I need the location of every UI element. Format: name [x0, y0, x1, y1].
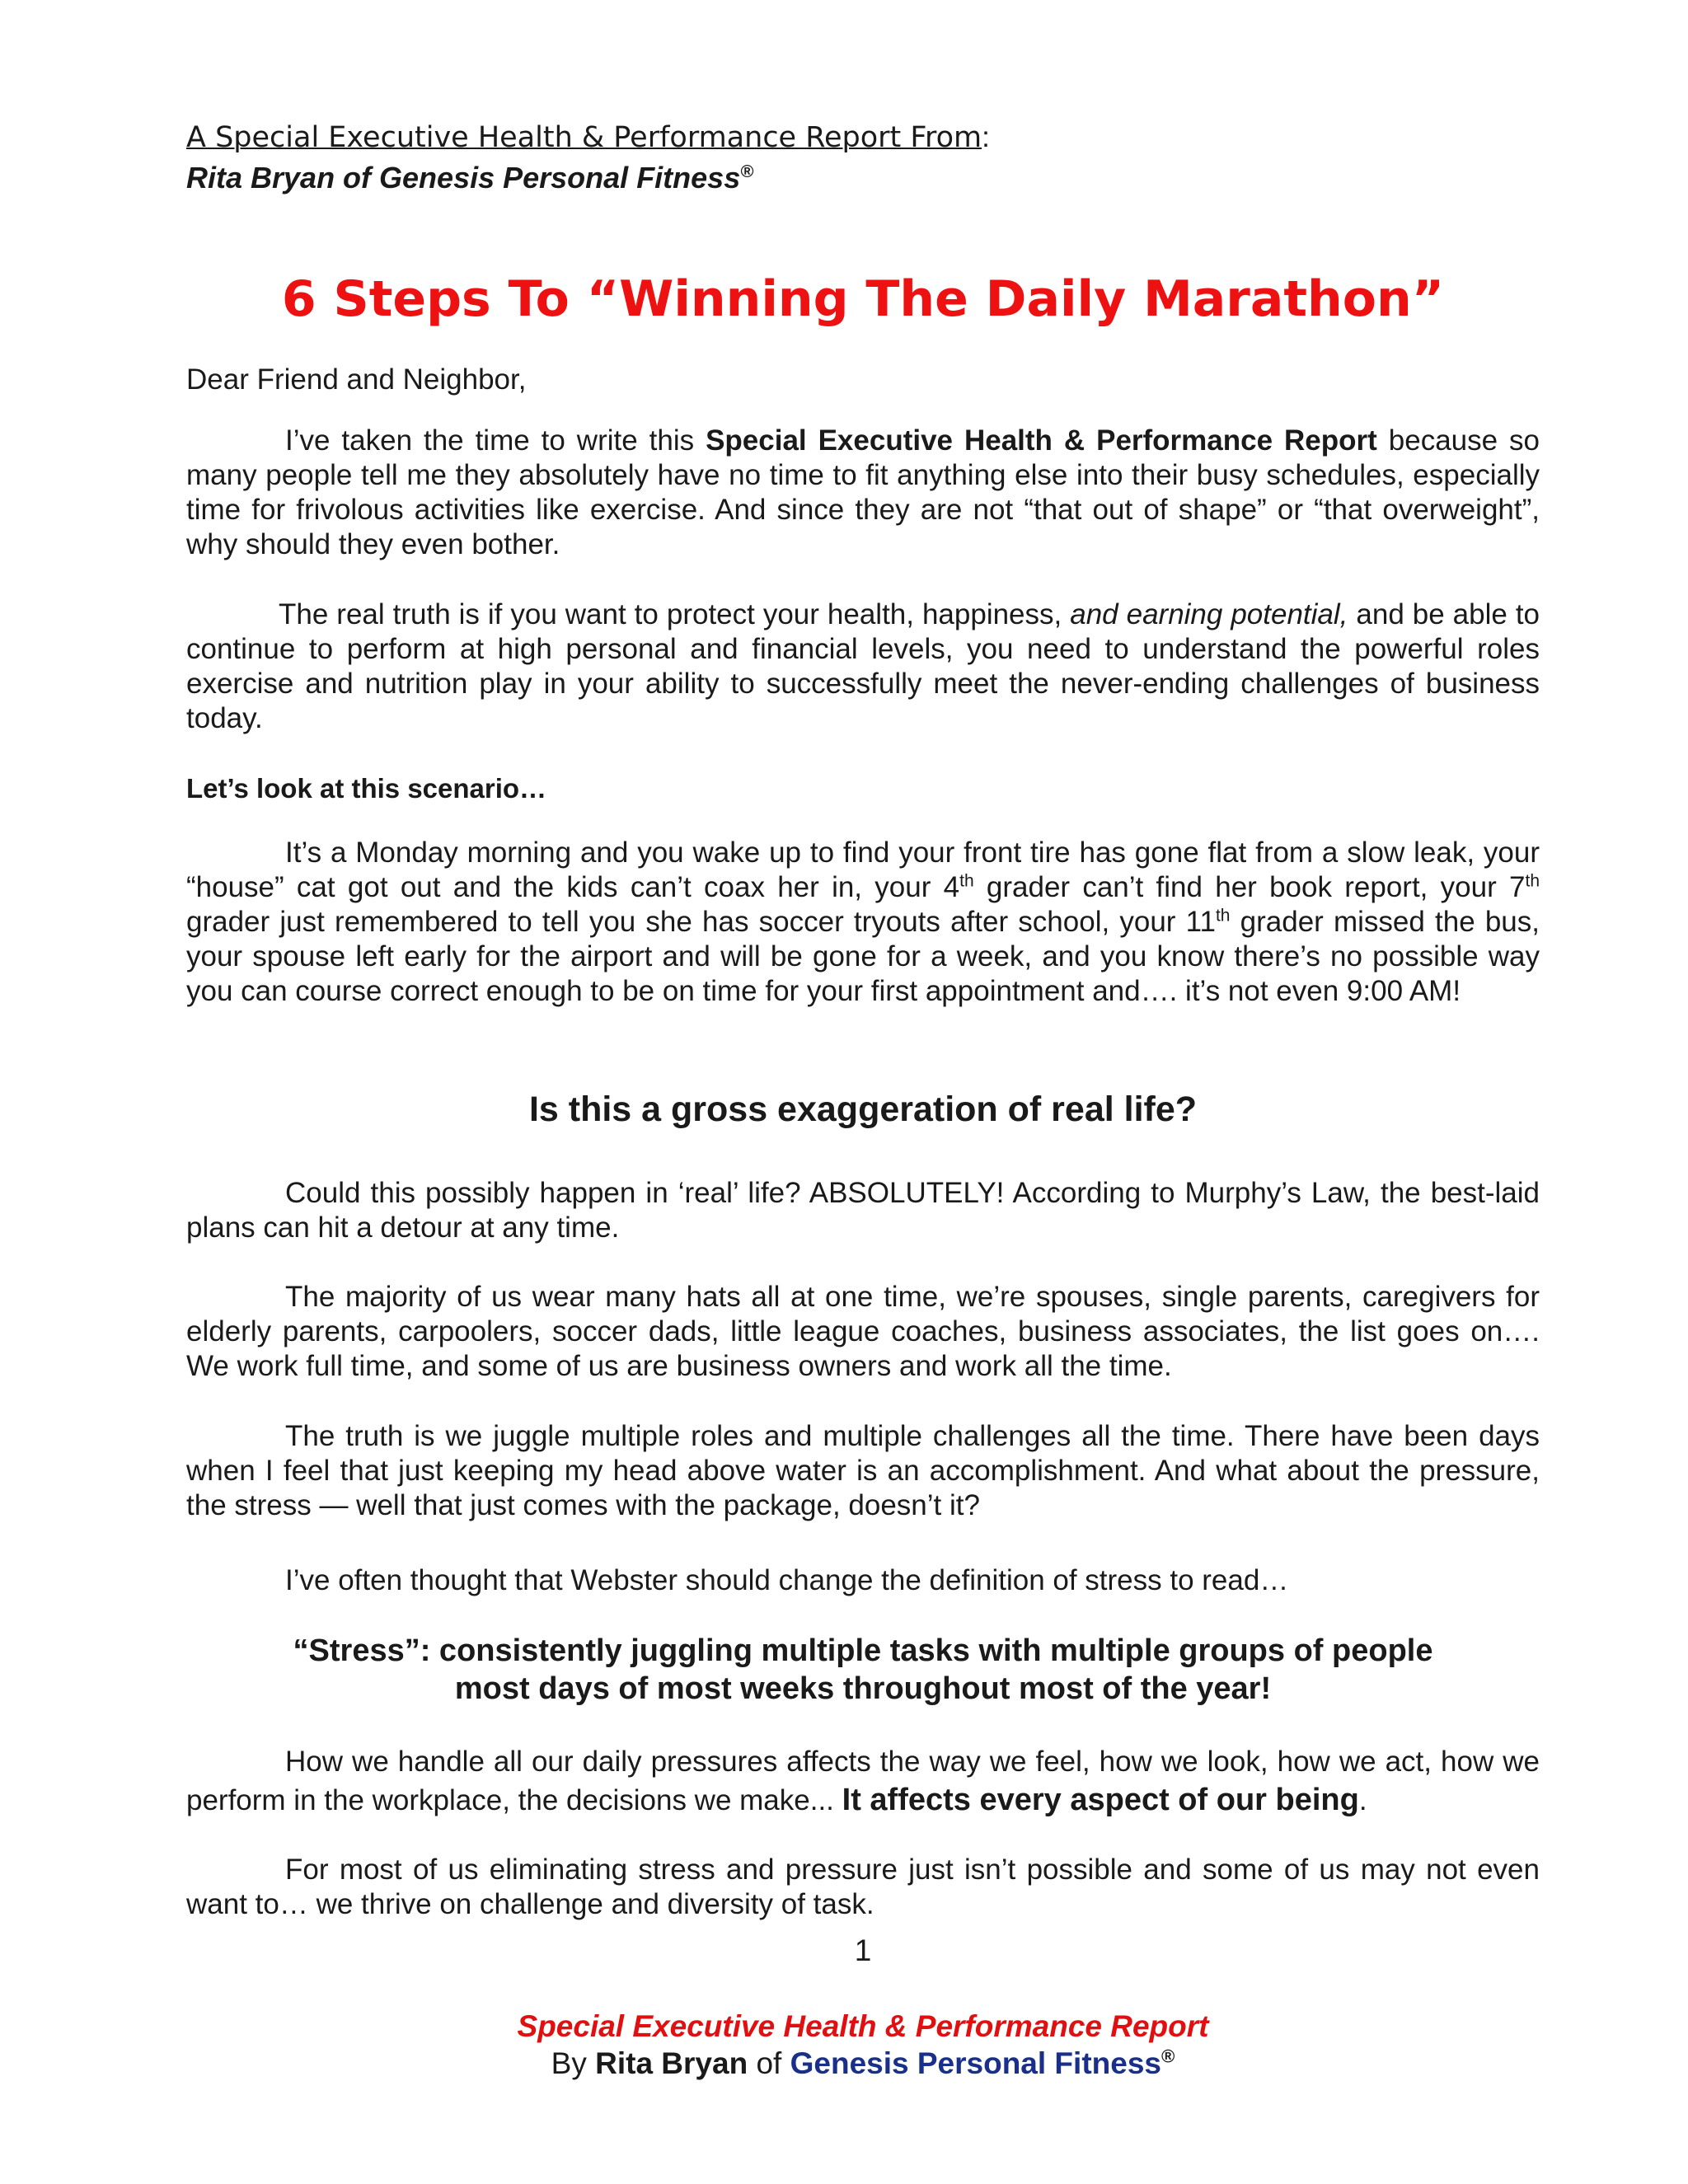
- stress-definition-quote: [186, 1632, 1540, 1708]
- p1-bold-report-name: Special Executive Health & Performance Report: [706, 424, 1377, 457]
- p1-text-b: because so many people tell me they absolutely have no time to fit anything else into their busy schedules, especially time for frivolous activities like exercise. And since they are not “that out of shape” or “that overweight”, why should they even bother.: [186, 424, 1540, 560]
- p3-sup-2: th: [1525, 871, 1540, 891]
- header-line-2: [186, 161, 1540, 195]
- footer-of: of: [748, 2046, 790, 2080]
- footer-registered-mark: ®: [1160, 2046, 1175, 2067]
- quote-line-2: most days of most weeks throughout most of the year!: [454, 1671, 1272, 1706]
- page-title: 6 Steps To “Winning The Daily Marathon”: [281, 270, 1445, 328]
- p2-italic: and earning potential,: [1070, 598, 1348, 630]
- paragraph-juggle: The truth is we juggle multiple roles and multiple challenges all the time. There have been days when I feel that just keeping my head above water is an accomplishment. And what about the pressure, the stress — well that just comes with the package, doesn’t it?: [186, 1420, 1540, 1521]
- p1-text-a: I’ve taken the time to write this: [285, 424, 706, 457]
- p3-text-a: It’s a Monday morning and you wake up to find your front tire has gone flat from a slow leak, your “house” cat got out and the kids can’t coax her in, your 4: [186, 837, 1540, 903]
- p2-text-a: The real truth is if you want to protect your health, happiness,: [279, 598, 1071, 630]
- registered-mark: ®: [740, 161, 754, 181]
- paragraph-intro: [186, 424, 1540, 562]
- header-source-label: A Special Executive Health & Performance Report From: [186, 121, 982, 154]
- salutation: Dear Friend and Neighbor,: [186, 363, 527, 396]
- p2-text-b: and be able to continue to perform at high personal and financial levels, you need to understand the powerful roles exercise and nutrition play in your ability to successfully meet the never-ending challenges of business today.: [186, 598, 1540, 734]
- header-colon: :: [982, 121, 990, 153]
- paragraph-webster: I’ve often thought that Webster should change the definition of stress to read…: [285, 1564, 1289, 1596]
- p8-text-b: .: [1358, 1784, 1367, 1816]
- paragraph-murphy: Could this possibly happen in ‘real’ life? ABSOLUTELY! According to Murphy’s Law, the best-laid plans can hit a detour at any time.: [186, 1177, 1540, 1244]
- paragraph-many-hats: The majority of us wear many hats all at one time, we’re spouses, single parents, caregivers for elderly parents, carpoolers, soccer dads, little league coaches, business associates, the list goes on…. We work full time, and some of us are business owners and work all the time.: [186, 1281, 1540, 1382]
- p8-text-a: How we handle all our daily pressures affects the way we feel, how we look, how we act, how we perform in the workplace, the decisions we make...: [186, 1746, 1540, 1816]
- paragraph-truth: [186, 598, 1540, 736]
- report-header: [186, 120, 1540, 195]
- p3-text-c: grader just remembered to tell you she has soccer tryouts after school, your 11: [186, 906, 1216, 938]
- paragraph-pressures: [186, 1743, 1540, 1820]
- page-number: 1: [854, 1933, 872, 1967]
- paragraph-scenario: [186, 836, 1540, 1009]
- report-footer: [186, 2008, 1540, 2083]
- section-subheading: Is this a gross exaggeration of real life?: [528, 1090, 1198, 1129]
- header-author-company: Rita Bryan of Genesis Personal Fitness: [186, 161, 741, 194]
- footer-by: By: [551, 2046, 596, 2080]
- p3-text-d: grader missed the bus, your spouse left early for the airport and will be gone for a week, and you know there’s no possible way you can course correct enough to be on time for your first appointment and…. it’s not even 9:00 AM!: [186, 906, 1540, 1007]
- p3-text-b: grader can’t find her book report, your 7: [973, 871, 1526, 903]
- quote-line-1: “Stress”: consistently juggling multiple tasks with multiple groups of people: [293, 1633, 1433, 1668]
- paragraph-thrive: For most of us eliminating stress and pressure just isn’t possible and some of us may not even want to… we thrive on challenge and diversity of task.: [186, 1854, 1540, 1920]
- scenario-heading: Let’s look at this scenario…: [186, 773, 547, 804]
- header-line-1: [186, 120, 1540, 161]
- footer-report-title: Special Executive Health & Performance Report: [517, 2009, 1209, 2043]
- p8-bold-emphasis: It affects every aspect of our being: [842, 1783, 1359, 1817]
- p3-sup-1: th: [959, 871, 974, 891]
- footer-byline: [186, 2045, 1540, 2083]
- footer-author: Rita Bryan: [595, 2046, 748, 2080]
- p3-sup-3: th: [1215, 906, 1231, 926]
- footer-company: Genesis Personal Fitness: [790, 2046, 1161, 2080]
